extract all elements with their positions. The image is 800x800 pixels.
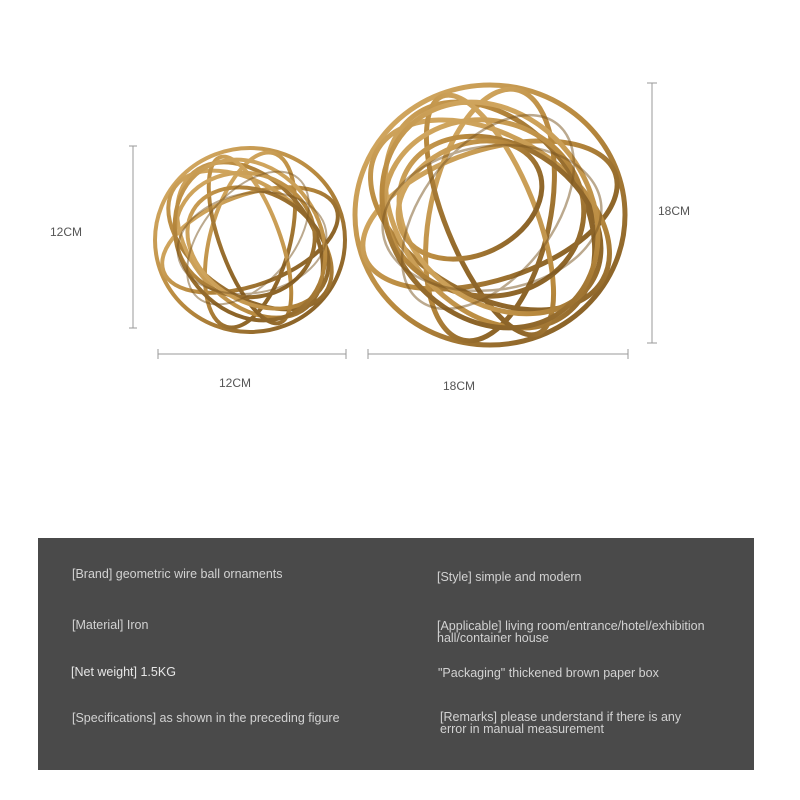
spec-packaging: "Packaging" thickened brown paper box (438, 666, 659, 680)
small-wire-ball (143, 130, 357, 350)
large-width-label: 18CM (443, 379, 476, 393)
spec-specifications: [Specifications] as shown in the preceding figure (72, 711, 340, 725)
specifications-panel (38, 538, 754, 770)
small-width-label: 12CM (219, 376, 252, 390)
spec-applicable: [Applicable] living room/entrance/hotel/exhibition hall/container house (437, 619, 705, 645)
spec-style: [Style] simple and modern (437, 570, 582, 584)
spec-net-weight: [Net weight] 1.5KG (71, 665, 176, 679)
spec-remarks: [Remarks] please understand if there is any error in manual measurement (440, 710, 682, 736)
large-height-label: 18CM (658, 204, 691, 218)
small-height-label: 12CM (50, 225, 83, 239)
spec-brand: [Brand] geometric wire ball ornaments (72, 567, 283, 581)
spec-material: [Material] Iron (72, 618, 149, 632)
